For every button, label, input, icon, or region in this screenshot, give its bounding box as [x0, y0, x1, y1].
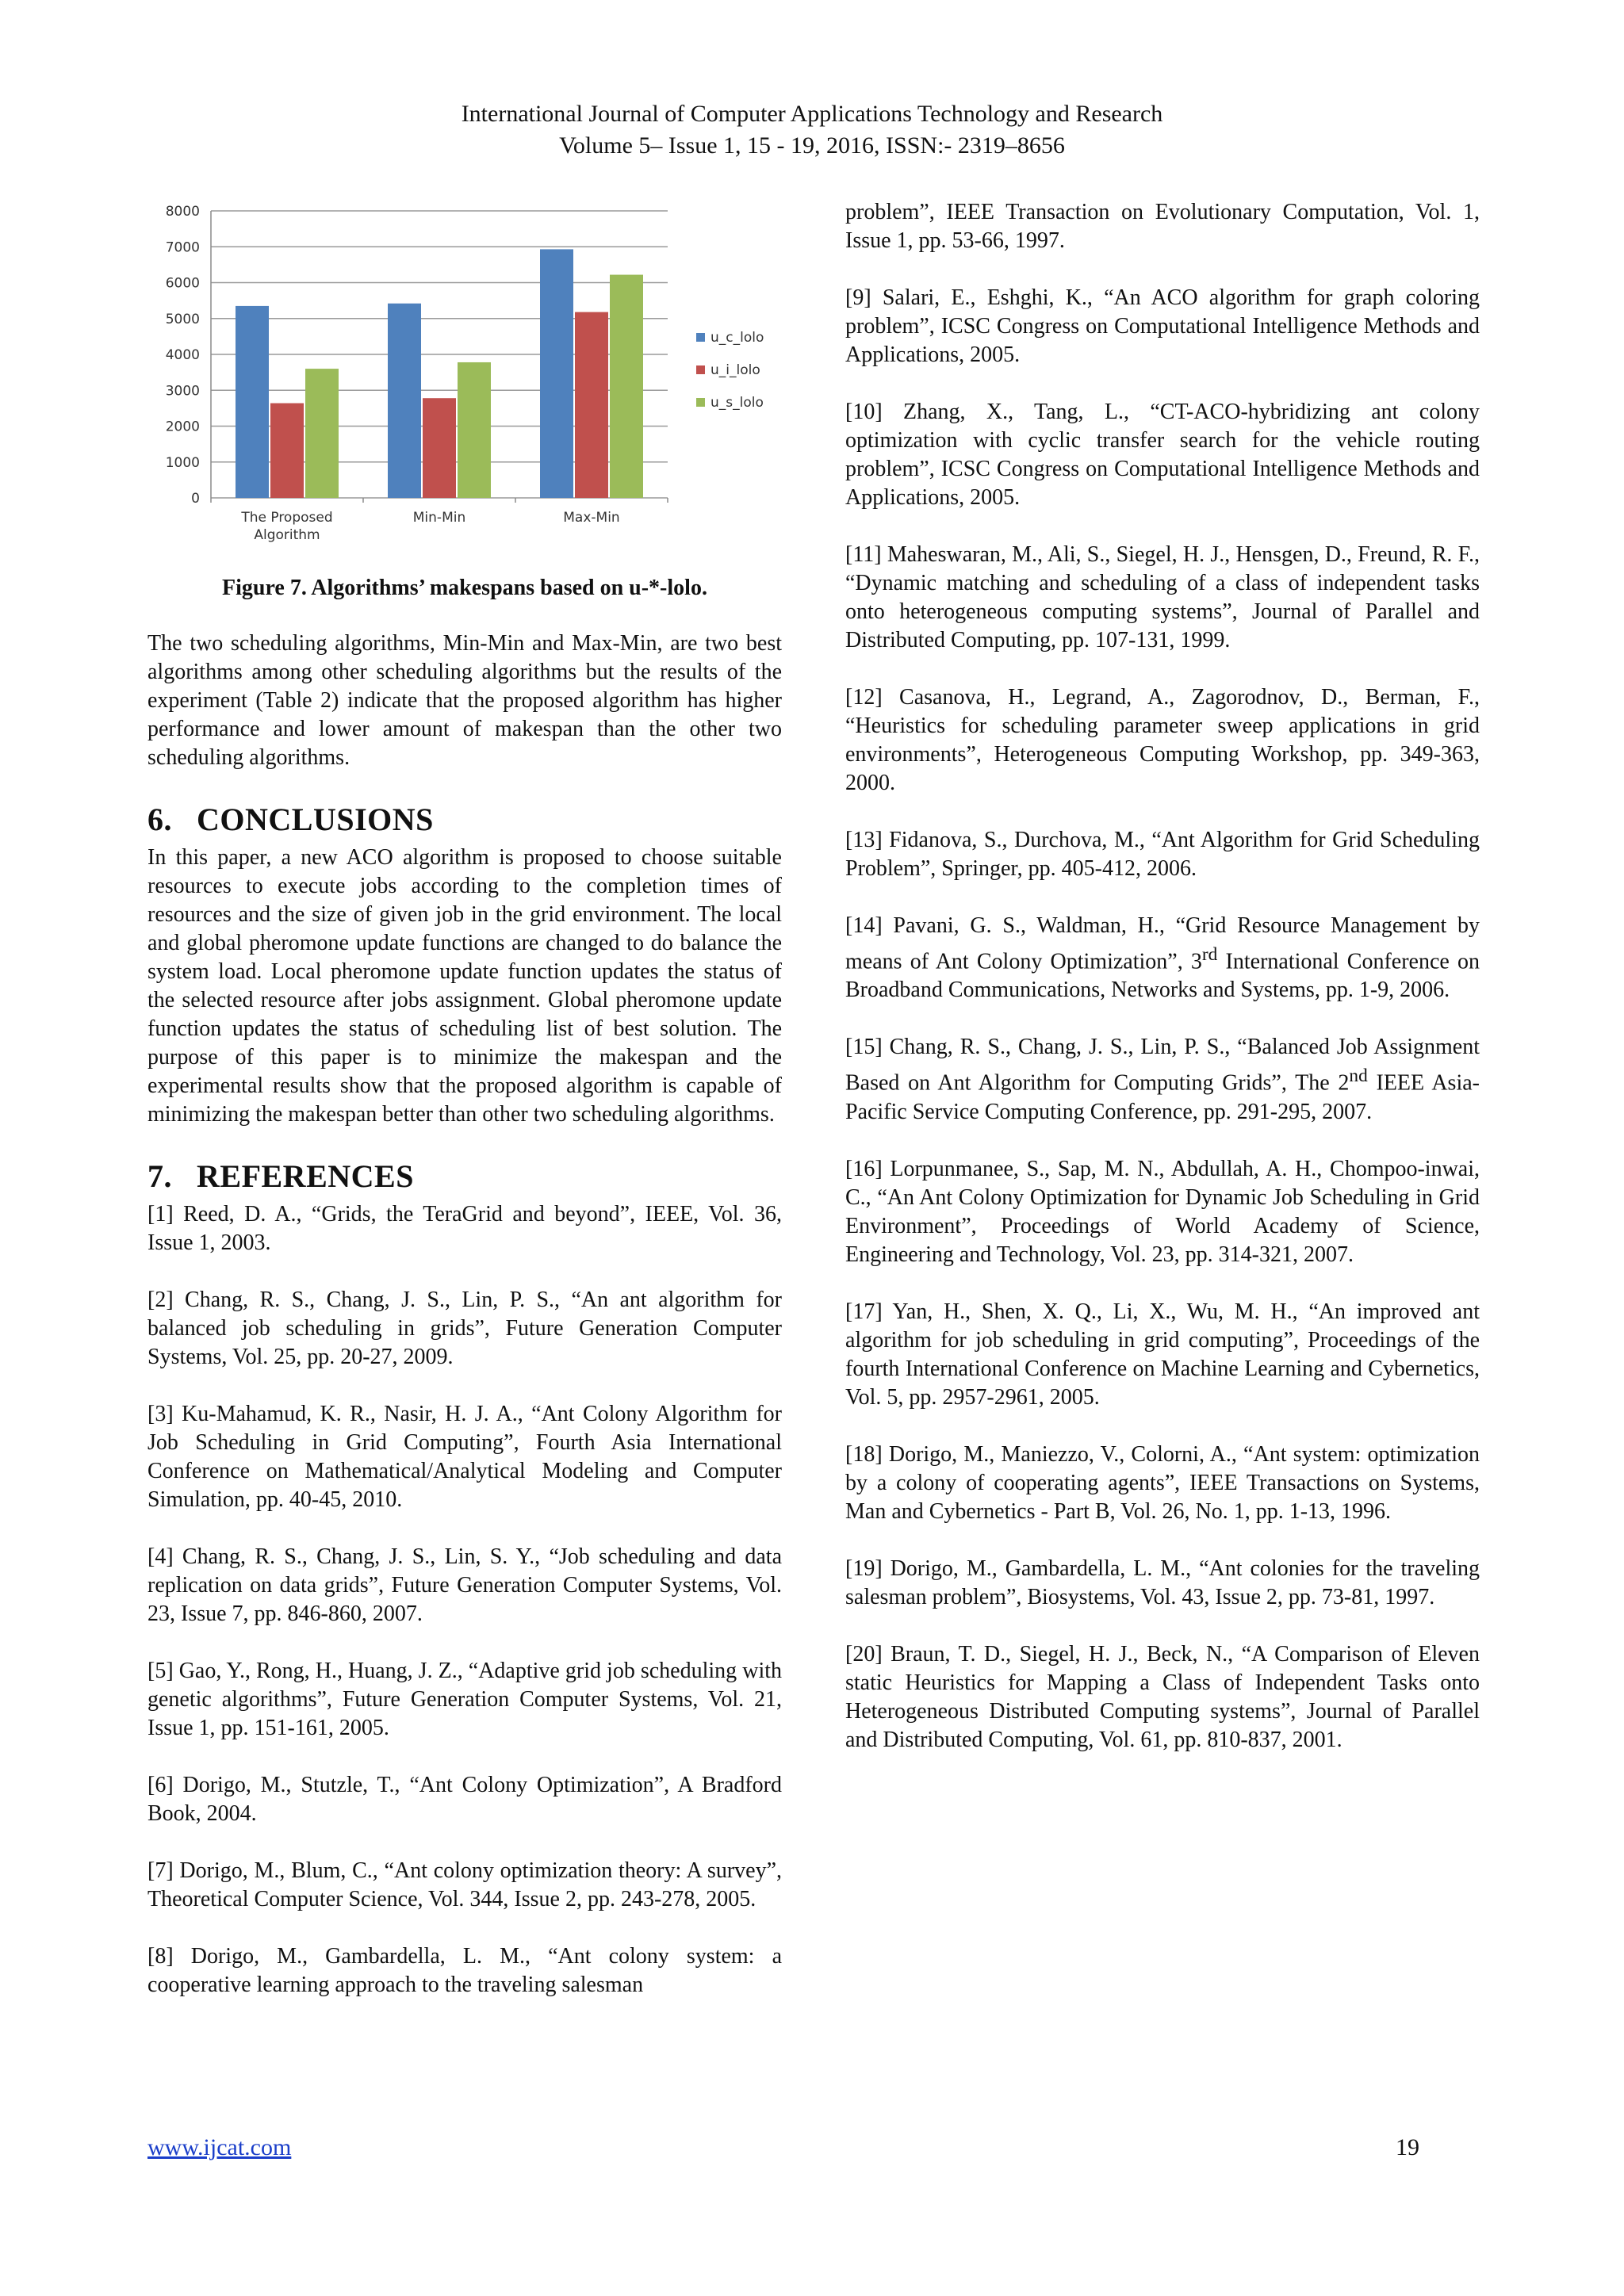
figure-caption: Figure 7. Algorithms’ makespans based on u-*-lolo.: [222, 576, 707, 600]
reference-15-text-b: IEEE Asia-Pacific Service Computing Conference, pp. 291-295, 2007.: [845, 1070, 1480, 1124]
left-column: [147, 198, 782, 2028]
right-column: [845, 198, 1480, 1783]
page-number: 19: [1396, 2134, 1419, 2160]
section-title: CONCLUSIONS: [197, 802, 434, 837]
section-number: 7.: [147, 1158, 172, 1194]
reference-16: [16] Lorpunmanee, S., Sap, M. N., Abdullah, A. H., Chompoo-inwai, C., “An Ant Colony Optimization for Dynamic Job Scheduling in Grid Environment”, Proceedings of World Academy of Science, Engineering and Technology, Vol. 23, pp. 314-321, 2007.: [845, 1156, 1480, 1267]
reference-13: [13] Fidanova, S., Durchova, M., “Ant Algorithm for Grid Scheduling Problem”, Springer, pp. 405-412, 2006.: [845, 828, 1480, 881]
x-tick-label: Min-Min: [412, 510, 466, 526]
reference-14-text-b: International Conference on Broadband Communications, Networks and Systems, pp. 1-9, 2006.: [845, 949, 1480, 1003]
journal-header: [0, 98, 1624, 162]
y-tick-label: 8000: [165, 204, 200, 220]
reference-5: [5] Gao, Y., Rong, H., Huang, J. Z., “Adaptive grid job scheduling with genetic algorithms”, Future Generation Computer Systems, Vol. 21, Issue 1, pp. 151-161, 2005.: [147, 1659, 782, 1740]
section-number: 6.: [147, 802, 172, 837]
y-tick-label: 2000: [165, 419, 200, 435]
reference-14: [845, 912, 1480, 1004]
bar-u_s_lolo: [458, 362, 491, 498]
y-tick-label: 7000: [165, 239, 200, 256]
bar-u_c_lolo: [540, 249, 573, 498]
section-title: REFERENCES: [197, 1158, 414, 1194]
figure-7-chart: [147, 198, 782, 563]
legend-label: u_c_lolo: [710, 330, 764, 346]
bar-u_c_lolo: [388, 304, 421, 498]
journal-title: International Journal of Computer Applications Technology and Research: [461, 101, 1163, 127]
reference-14-text-a: [14] Pavani, G. S., Waldman, H., “Grid Resource Management by means of Ant Colony Optimization”, 3: [845, 913, 1480, 974]
bar-u_i_lolo: [423, 398, 456, 498]
bar-chart: [147, 198, 782, 563]
section-heading-references: [147, 1158, 782, 1196]
conclusions-paragraph: In this paper, a new ACO algorithm is proposed to choose suitable resources to execute jobs according to the completion times of resources and the size of given job in the grid environment. The local and global pheromone update functions are changed to do balance the system load. Local pheromone update function updates the status of the selected resource after jobs assignment. Global pheromone update function updates the status of scheduling list of best solution. The purpose of this paper is to minimize the makespan and the experimental results show that the proposed algorithm is capable of minimizing the makespan better than other two scheduling algorithms.: [147, 845, 782, 1127]
reference-3: [3] Ku-Mahamud, K. R., Nasir, H. J. A., “Ant Colony Algorithm for Job Scheduling in Grid Computing”, Fourth Asia International Conference on Mathematical/Analytical Modeling and Computer Simulation, pp. 40-45, 2010.: [147, 1402, 782, 1512]
bar-u_i_lolo: [270, 404, 304, 498]
legend-label: u_s_lolo: [710, 395, 764, 411]
journal-volume: Volume 5– Issue 1, 15 - 19, 2016, ISSN:- 2319–8656: [559, 132, 1065, 159]
y-tick-label: 5000: [165, 311, 200, 327]
x-tick-label: Algorithm: [254, 527, 320, 543]
reference-9: [9] Salari, E., Eshghi, K., “An ACO algorithm for graph coloring problem”, ICSC Congress on Computational Intelligence Methods and Applications, 2005.: [845, 285, 1480, 367]
reference-20: [20] Braun, T. D., Siegel, H. J., Beck, N., “A Comparison of Eleven static Heuristics for Mapping a Class of Independent Tasks onto Heterogeneous Distributed Computing systems”, Journal of Parallel and Distributed Computing, Vol. 61, pp. 810-837, 2001.: [845, 1641, 1480, 1752]
bar-u_c_lolo: [236, 306, 269, 498]
legend-swatch: [696, 365, 705, 374]
reference-15-text-a: [15] Chang, R. S., Chang, J. S., Lin, P. S., “Balanced Job Assignment Based on Ant Algorithm for Computing Grids”, The 2: [845, 1035, 1480, 1096]
y-tick-label: 0: [191, 491, 200, 507]
results-paragraph: The two scheduling algorithms, Min-Min and Max-Min, are two best algorithms among other scheduling algorithms but the results of the experiment (Table 2) indicate that the proposed algorithm has higher performance and lower amount of makespan than the other two scheduling algorithms.: [147, 631, 782, 770]
y-tick-label: 3000: [165, 383, 200, 400]
section-heading-conclusions: [147, 801, 782, 839]
reference-8-start: [8] Dorigo, M., Gambardella, L. M., “Ant colony system: a cooperative learning approach to the traveling salesman: [147, 1944, 782, 1997]
y-tick-label: 6000: [165, 275, 200, 292]
reference-12: [12] Casanova, H., Legrand, A., Zagorodnov, D., Berman, F., “Heuristics for scheduling parameter sweep applications in grid environments”, Heterogeneous Computing Workshop, pp. 349-363, 2000.: [845, 685, 1480, 795]
reference-18: [18] Dorigo, M., Maniezzo, V., Colorni, A., “Ant system: optimization by a colony of cooperating agents”, IEEE Transactions on Systems, Man and Cybernetics - Part B, Vol. 26, No. 1, pp. 1-13, 1996.: [845, 1441, 1480, 1524]
legend-swatch: [696, 333, 705, 342]
legend-swatch: [696, 398, 705, 407]
bar-u_s_lolo: [610, 275, 643, 498]
reference-19: [19] Dorigo, M., Gambardella, L. M., “Ant colonies for the traveling salesman problem”, Biosystems, Vol. 43, Issue 2, pp. 73-81, 1997.: [845, 1556, 1480, 1609]
reference-15: [845, 1033, 1480, 1126]
reference-1: [1] Reed, D. A., “Grids, the TeraGrid and beyond”, IEEE, Vol. 36, Issue 1, 2003.: [147, 1202, 782, 1255]
reference-7: [7] Dorigo, M., Blum, C., “Ant colony optimization theory: A survey”, Theoretical Computer Science, Vol. 344, Issue 2, pp. 243-278, 2005.: [147, 1858, 782, 1911]
x-tick-label: The Proposed: [241, 510, 333, 526]
x-tick-label: Max-Min: [563, 510, 620, 526]
legend-label: u_i_lolo: [710, 362, 760, 378]
journal-website-link[interactable]: www.ijcat.com: [147, 2134, 292, 2160]
reference-11: [11] Maheswaran, M., Ali, S., Siegel, H. J., Hensgen, D., Freund, R. F., “Dynamic matching and scheduling of a class of independent tasks onto heterogeneous computing systems”, Journal of Parallel and Distributed Computing, pp. 107-131, 1999.: [845, 542, 1480, 652]
reference-4: [4] Chang, R. S., Chang, J. S., Lin, S. Y., “Job scheduling and data replication on data grids”, Future Generation Computer Systems, Vol. 23, Issue 7, pp. 846-860, 2007.: [147, 1544, 782, 1626]
bar-u_i_lolo: [575, 312, 608, 498]
reference-2: [2] Chang, R. S., Chang, J. S., Lin, P. S., “An ant algorithm for balanced job scheduling in grids”, Future Generation Computer Systems, Vol. 25, pp. 20-27, 2009.: [147, 1288, 782, 1369]
reference-14-superscript: rd: [1201, 944, 1218, 965]
reference-15-superscript: nd: [1349, 1066, 1368, 1087]
reference-10: [10] Zhang, X., Tang, L., “CT-ACO-hybridizing ant colony optimization with cyclic transfer search for the vehicle routing problem”, ICSC Congress on Computational Intelligence Methods and Applications, 2005.: [845, 400, 1480, 510]
y-tick-label: 1000: [165, 454, 200, 471]
reference-8-continued: problem”, IEEE Transaction on Evolutionary Computation, Vol. 1, Issue 1, pp. 53-66, 1997.: [845, 200, 1480, 253]
reference-6: [6] Dorigo, M., Stutzle, T., “Ant Colony Optimization”, A Bradford Book, 2004.: [147, 1773, 782, 1826]
reference-17: [17] Yan, H., Shen, X. Q., Li, X., Wu, M. H., “An improved ant algorithm for job scheduling in grid computing”, Proceedings of the fourth International Conference on Machine Learning and Cybernetics, Vol. 5, pp. 2957-2961, 2005.: [845, 1299, 1480, 1410]
bar-u_s_lolo: [305, 369, 339, 498]
y-tick-label: 4000: [165, 347, 200, 363]
